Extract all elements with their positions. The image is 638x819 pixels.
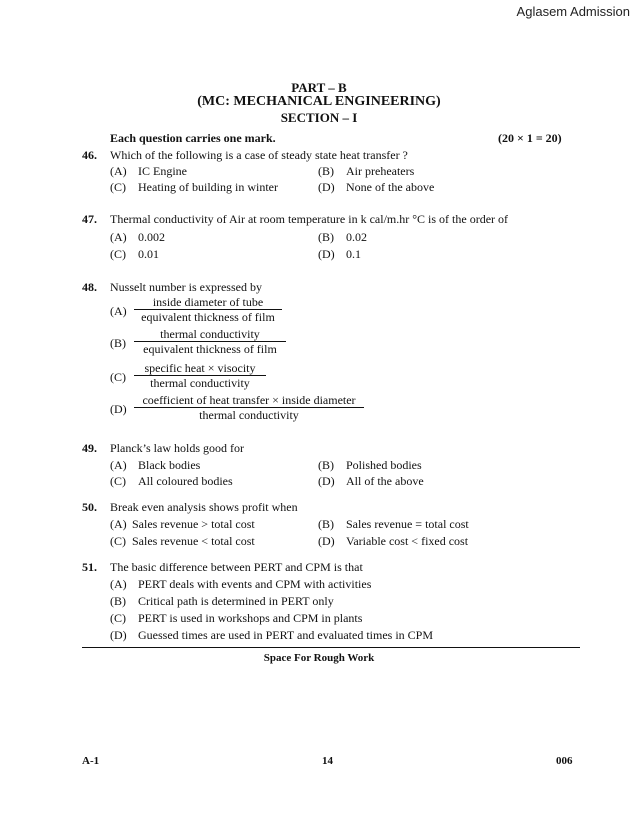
option	[318, 458, 422, 473]
option-text: Guessed times are used in PERT and evaluated times in CPM	[138, 628, 434, 642]
option-label: (D)	[318, 180, 335, 194]
option	[110, 230, 165, 245]
fraction	[134, 328, 286, 356]
question-number: 48.	[82, 280, 97, 294]
option-text: Air preheaters	[346, 164, 415, 178]
option-label: (A)	[110, 164, 127, 178]
option-label: (D)	[110, 628, 127, 642]
option-label: (A)	[110, 517, 127, 531]
option-text: Heating of building in winter	[138, 180, 278, 194]
fraction-denominator: equivalent thickness of film	[143, 342, 277, 356]
option	[110, 534, 255, 549]
question-text: The basic difference between PERT and CPM is that	[110, 560, 363, 574]
option	[110, 594, 334, 609]
option-label: (D)	[318, 247, 335, 261]
section-heading: SECTION – I	[280, 110, 358, 125]
question-number: 46.	[82, 148, 97, 162]
part-heading: PART – B	[291, 80, 347, 95]
option	[110, 611, 362, 626]
option	[110, 180, 278, 195]
option-text: None of the above	[346, 180, 435, 194]
option-text: Critical path is determined in PERT only	[138, 594, 334, 608]
series-code: 006	[556, 755, 573, 767]
watermark: Aglasem Admission	[516, 4, 630, 19]
option-text: 0.002	[138, 230, 165, 244]
option-label: (A)	[110, 458, 127, 472]
option	[110, 628, 433, 643]
page-number: 14	[322, 755, 333, 767]
fraction	[134, 394, 364, 422]
question-number: 47.	[82, 212, 97, 226]
fraction-numerator: specific heat × visocity	[134, 362, 266, 376]
option	[110, 517, 255, 532]
option-text: Sales revenue < total cost	[132, 534, 255, 548]
option	[318, 517, 469, 532]
option-text: All of the above	[346, 474, 424, 488]
option-label: (D)	[318, 534, 335, 548]
option-text: Black bodies	[138, 458, 201, 472]
subject-heading: (MC: MECHANICAL ENGINEERING)	[197, 94, 441, 109]
fraction	[134, 362, 266, 390]
option	[110, 458, 200, 473]
fraction-numerator: coefficient of heat transfer × inside diameter	[134, 394, 364, 408]
option-label: (B)	[110, 594, 126, 608]
option-label: (B)	[318, 230, 334, 244]
option-label: (B)	[318, 517, 334, 531]
option-label: (C)	[110, 370, 126, 384]
option-label: (C)	[110, 474, 126, 488]
option-text: All coloured bodies	[138, 474, 233, 488]
option	[110, 164, 187, 179]
question-text: Nusselt number is expressed by	[110, 280, 262, 294]
question-text: Thermal conductivity of Air at room temperature in k cal/m.hr °C is of the order of	[110, 212, 509, 226]
option-text: 0.01	[138, 247, 159, 261]
question-number: 49.	[82, 441, 97, 455]
option-text: PERT is used in workshops and CPM in plants	[138, 611, 363, 625]
option-text: Sales revenue = total cost	[346, 517, 469, 531]
footer-code: A-1	[82, 755, 100, 767]
option-label: (B)	[318, 164, 334, 178]
option	[318, 180, 434, 195]
question-text: Which of the following is a case of steady state heat transfer ?	[110, 148, 408, 162]
option-label: (A)	[110, 230, 127, 244]
instruction-text: Each question carries one mark.	[110, 131, 276, 145]
fraction-denominator: thermal conductivity	[150, 376, 250, 390]
option-label: (D)	[318, 474, 335, 488]
fraction-numerator: inside diameter of tube	[134, 296, 282, 310]
question-number: 51.	[82, 560, 97, 574]
option-label: (B)	[110, 336, 126, 350]
fraction	[134, 296, 282, 324]
option-label: (C)	[110, 247, 126, 261]
rough-work-label: Space For Rough Work	[263, 652, 375, 664]
option	[110, 247, 159, 262]
fraction-denominator: equivalent thickness of film	[141, 310, 275, 324]
option	[318, 474, 424, 489]
option	[318, 247, 361, 262]
marks-text: (20 × 1 = 20)	[498, 131, 562, 145]
fraction-denominator: thermal conductivity	[199, 408, 299, 422]
option	[110, 577, 371, 592]
question-text: Break even analysis shows profit when	[110, 500, 298, 514]
divider	[82, 647, 580, 648]
option-label: (B)	[318, 458, 334, 472]
option-text: 0.1	[346, 247, 361, 261]
option-text: IC Engine	[138, 164, 187, 178]
question-number: 50.	[82, 500, 97, 514]
option-text: Variable cost < fixed cost	[346, 534, 469, 548]
option	[318, 230, 367, 245]
option-text: Sales revenue > total cost	[132, 517, 255, 531]
option	[110, 474, 233, 489]
option-label: (A)	[110, 304, 127, 318]
question-text: Planck’s law holds good for	[110, 441, 244, 455]
option	[318, 164, 414, 179]
option-label: (D)	[110, 402, 127, 416]
option-label: (C)	[110, 611, 126, 625]
option-text: Polished bodies	[346, 458, 422, 472]
option-text: 0.02	[346, 230, 367, 244]
fraction-numerator: thermal conductivity	[134, 328, 286, 342]
option	[318, 534, 468, 549]
option-label: (C)	[110, 534, 126, 548]
option-text: PERT deals with events and CPM with activities	[138, 577, 372, 591]
option-label: (C)	[110, 180, 126, 194]
option-label: (A)	[110, 577, 127, 591]
